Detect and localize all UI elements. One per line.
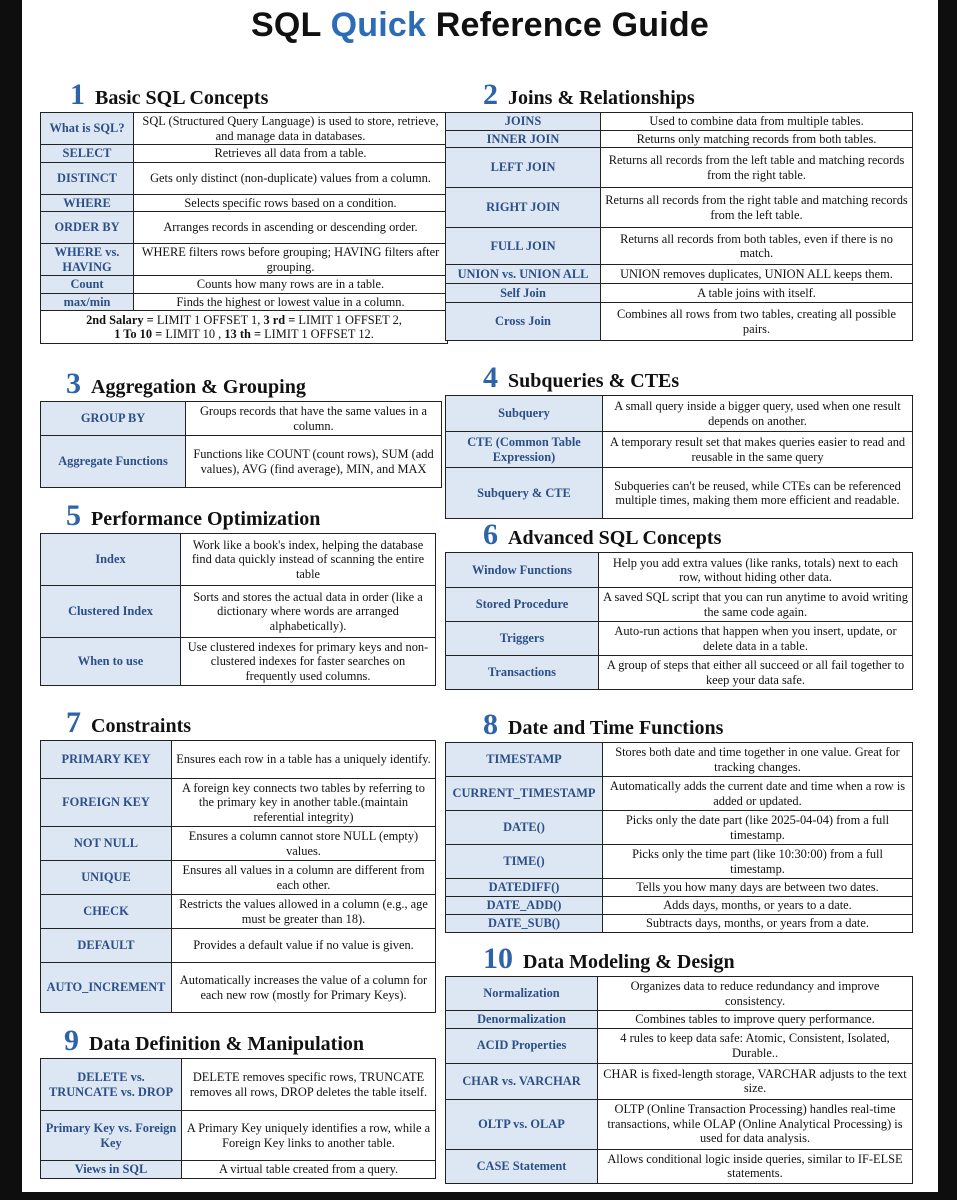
note-text: LIMIT 10 , xyxy=(165,327,222,341)
desc-cell: A group of steps that either all succeed or all fail together to keep your data safe. xyxy=(599,656,913,690)
advanced-table xyxy=(445,552,913,690)
table-row xyxy=(41,827,436,861)
term-cell: NOT NULL xyxy=(41,827,172,861)
section-subqueries xyxy=(445,361,913,519)
section-aggregation xyxy=(40,367,442,488)
desc-cell: Sorts and stores the actual data in order (like a dictionary where words are arranged alphabetically). xyxy=(181,586,436,638)
term-cell: WHERE vs. HAVING xyxy=(41,244,134,276)
desc-cell: A foreign key connects two tables by referring to the primary key in another table.(maintain referential integrity) xyxy=(172,779,436,827)
desc-cell: A table joins with itself. xyxy=(601,284,913,303)
note-text: LIMIT 1 OFFSET 1, xyxy=(156,312,261,327)
desc-cell: A small query inside a bigger query, used when one result depends on another. xyxy=(603,396,913,432)
term-cell: Transactions xyxy=(446,656,599,690)
desc-cell: OLTP (Online Transaction Processing) handles real-time transactions, while OLAP (Online Analytical Processing) is used for data analysis. xyxy=(598,1099,913,1149)
desc-cell: Ensures all values in a column are different from each other. xyxy=(172,861,436,895)
desc-cell: Gets only distinct (non-duplicate) values from a column. xyxy=(134,162,448,194)
section-title: Advanced SQL Concepts xyxy=(508,527,722,549)
desc-cell: Stores both date and time together in one value. Great for tracking changes. xyxy=(603,743,913,777)
term-cell: TIME() xyxy=(446,845,603,879)
term-cell: DATE_ADD() xyxy=(446,897,603,915)
table-row xyxy=(41,311,448,344)
term-cell: Stored Procedure xyxy=(446,588,599,622)
term-cell: Primary Key vs. Foreign Key xyxy=(41,1111,182,1161)
term-cell: Views in SQL xyxy=(41,1161,182,1179)
desc-cell: CHAR is fixed-length storage, VARCHAR adjusts to the text size. xyxy=(598,1063,913,1099)
note-text: LIMIT 1 OFFSET 2, xyxy=(298,312,402,327)
table-row xyxy=(446,622,913,656)
desc-cell: Combines tables to improve query performance. xyxy=(598,1011,913,1029)
section-header xyxy=(483,942,913,976)
table-row xyxy=(41,113,448,145)
desc-cell: Retrieves all data from a table. xyxy=(134,145,448,163)
section-header xyxy=(483,78,913,112)
table-row xyxy=(41,436,442,488)
table-row xyxy=(446,468,913,519)
table-row xyxy=(446,588,913,622)
term-cell: OLTP vs. OLAP xyxy=(446,1099,598,1149)
desc-cell: A temporary result set that makes queries easier to read and reusable in the same query xyxy=(603,432,913,468)
term-cell: max/min xyxy=(41,293,134,311)
table-row xyxy=(41,638,436,686)
section-joins xyxy=(445,78,913,341)
table-row xyxy=(446,1028,913,1063)
title-accent: Quick xyxy=(330,6,427,44)
section-title: Joins & Relationships xyxy=(508,87,695,109)
desc-cell: Organizes data to reduce redundancy and improve consistency. xyxy=(598,977,913,1011)
section-header xyxy=(483,708,913,742)
term-cell: CTE (Common Table Expression) xyxy=(446,432,603,468)
table-row xyxy=(446,1063,913,1099)
desc-cell: A Primary Key uniquely identifies a row, while a Foreign Key links to another table. xyxy=(182,1111,436,1161)
term-cell: Count xyxy=(41,276,134,294)
term-cell: When to use xyxy=(41,638,181,686)
desc-cell: A saved SQL script that you can run anytime to avoid writing the same code again. xyxy=(599,588,913,622)
section-number: 2 xyxy=(483,78,498,111)
note-label: 2nd Salary xyxy=(86,312,144,327)
table-row xyxy=(41,1111,436,1161)
desc-cell: Automatically adds the current date and time when a row is added or updated. xyxy=(603,777,913,811)
term-cell: FOREIGN KEY xyxy=(41,779,172,827)
term-cell: DEFAULT xyxy=(41,929,172,963)
section-title: Performance Optimization xyxy=(91,508,321,530)
desc-cell: Help you add extra values (like ranks, totals) next to each row, without hiding other data. xyxy=(599,553,913,588)
table-row xyxy=(446,303,913,341)
term-cell: DATE() xyxy=(446,811,603,845)
section-number: 3 xyxy=(66,367,81,400)
table-row xyxy=(446,777,913,811)
desc-cell: Arranges records in ascending or descending order. xyxy=(134,212,448,244)
term-cell: Subquery xyxy=(446,396,603,432)
desc-cell: Adds days, months, or years to a date. xyxy=(603,897,913,915)
section-number: 10 xyxy=(483,942,513,975)
desc-cell: Returns all records from the left table and matching records from the right table. xyxy=(601,148,913,188)
section-date-time xyxy=(445,708,913,933)
section-number: 8 xyxy=(483,708,498,741)
term-cell: CURRENT_TIMESTAMP xyxy=(446,777,603,811)
note-label: 3 rd xyxy=(263,312,286,327)
table-row xyxy=(41,1161,436,1179)
term-cell: CHECK xyxy=(41,895,172,929)
table-row xyxy=(446,845,913,879)
desc-cell: 4 rules to keep data safe: Atomic, Consistent, Isolated, Durable.. xyxy=(598,1028,913,1063)
desc-cell: Work like a book's index, helping the database find data quickly instead of scanning the entire table xyxy=(181,534,436,586)
section-data-modeling xyxy=(445,942,913,1184)
table-row xyxy=(41,895,436,929)
table-row xyxy=(446,811,913,845)
term-cell: ORDER BY xyxy=(41,212,134,244)
table-row xyxy=(446,656,913,690)
table-row xyxy=(446,743,913,777)
note-label: 1 To 10 xyxy=(114,327,153,341)
section-advanced-sql xyxy=(445,518,913,690)
term-cell: UNIQUE xyxy=(41,861,172,895)
table-row xyxy=(41,1059,436,1111)
term-cell: SELECT xyxy=(41,145,134,163)
term-cell: PRIMARY KEY xyxy=(41,741,172,779)
desc-cell: Subtracts days, months, or years from a date. xyxy=(603,915,913,933)
table-row xyxy=(446,396,913,432)
term-cell: CASE Statement xyxy=(446,1149,598,1183)
section-title: Subqueries & CTEs xyxy=(508,370,680,392)
section-number: 5 xyxy=(66,499,81,532)
date-time-table xyxy=(445,742,913,933)
table-row xyxy=(41,586,436,638)
desc-cell: Functions like COUNT (count rows), SUM (add values), AVG (find average), MIN, and MAX xyxy=(186,436,442,488)
term-cell: WHERE xyxy=(41,194,134,212)
section-header xyxy=(483,518,913,552)
desc-cell: DELETE removes specific rows, TRUNCATE removes all rows, DROP deletes the table itself. xyxy=(182,1059,436,1111)
desc-cell: Groups records that have the same values in a column. xyxy=(186,402,442,436)
desc-cell: Picks only the time part (like 10:30:00) from a full timestamp. xyxy=(603,845,913,879)
section-header xyxy=(70,78,448,112)
term-cell: Aggregate Functions xyxy=(41,436,186,488)
concept-table xyxy=(40,112,448,344)
table-row xyxy=(41,212,448,244)
term-cell: Triggers xyxy=(446,622,599,656)
table-row xyxy=(41,741,436,779)
term-cell: AUTO_INCREMENT xyxy=(41,963,172,1013)
table-row xyxy=(41,276,448,294)
table-row xyxy=(446,553,913,588)
term-cell: Clustered Index xyxy=(41,586,181,638)
table-row xyxy=(446,897,913,915)
joins-table xyxy=(445,112,913,341)
aggregation-table xyxy=(40,401,442,488)
table-row xyxy=(41,861,436,895)
constraints-table xyxy=(40,740,436,1013)
section-performance xyxy=(40,499,436,686)
term-cell: ACID Properties xyxy=(446,1028,598,1063)
table-row xyxy=(446,879,913,897)
table-row xyxy=(446,284,913,303)
desc-cell: Ensures each row in a table has a uniquely identify. xyxy=(172,741,436,779)
table-row xyxy=(446,130,913,148)
ddl-dml-table xyxy=(40,1058,436,1179)
section-number: 1 xyxy=(70,78,85,111)
table-row xyxy=(446,188,913,228)
desc-cell: Provides a default value if no value is given. xyxy=(172,929,436,963)
term-cell: Self Join xyxy=(446,284,601,303)
term-cell: RIGHT JOIN xyxy=(446,188,601,228)
desc-cell: A virtual table created from a query. xyxy=(182,1161,436,1179)
table-row xyxy=(41,402,442,436)
limit-offset-note: 2nd Salary = LIMIT 1 OFFSET 1, 3 rd = LIMIT 1 OFFSET 2, 1 To 10 = LIMIT 10 , 13 th = LIMIT 1 OFFSET 12. xyxy=(41,311,448,344)
desc-cell: Combines all rows from two tables, creating all possible pairs. xyxy=(601,303,913,341)
desc-cell: Counts how many rows are in a table. xyxy=(134,276,448,294)
desc-cell: Returns all records from both tables, even if there is no match. xyxy=(601,228,913,265)
note-text: LIMIT 1 OFFSET 12. xyxy=(264,327,374,341)
table-row xyxy=(41,162,448,194)
section-number: 7 xyxy=(66,706,81,739)
desc-cell: Returns all records from the right table and matching records from the left table. xyxy=(601,188,913,228)
section-header xyxy=(66,706,436,740)
section-header xyxy=(66,367,442,401)
desc-cell: Subqueries can't be reused, while CTEs can be referenced multiple times, making them more efficient and readable. xyxy=(603,468,913,519)
table-row xyxy=(446,148,913,188)
table-row xyxy=(41,779,436,827)
title-rest: Reference Guide xyxy=(435,6,709,44)
reference-sheet xyxy=(22,0,938,1192)
section-number: 6 xyxy=(483,518,498,551)
desc-cell: Returns only matching records from both tables. xyxy=(601,130,913,148)
section-number: 4 xyxy=(483,361,498,394)
term-cell: DELETE vs. TRUNCATE vs. DROP xyxy=(41,1059,182,1111)
term-cell: Normalization xyxy=(446,977,598,1011)
desc-cell: Use clustered indexes for primary keys and non-clustered indexes for faster searches on frequently used columns. xyxy=(181,638,436,686)
term-cell: Window Functions xyxy=(446,553,599,588)
desc-cell: Tells you how many days are between two dates. xyxy=(603,879,913,897)
table-row xyxy=(446,1011,913,1029)
term-cell: INNER JOIN xyxy=(446,130,601,148)
table-row xyxy=(446,265,913,284)
table-row xyxy=(446,915,913,933)
term-cell: Index xyxy=(41,534,181,586)
data-modeling-table xyxy=(445,976,913,1184)
term-cell: Denormalization xyxy=(446,1011,598,1029)
section-title: Basic SQL Concepts xyxy=(95,87,269,109)
term-cell: DISTINCT xyxy=(41,162,134,194)
term-cell: FULL JOIN xyxy=(446,228,601,265)
desc-cell: Ensures a column cannot store NULL (empty) values. xyxy=(172,827,436,861)
section-title: Data Definition & Manipulation xyxy=(89,1033,365,1055)
table-row xyxy=(41,963,436,1013)
desc-cell: SQL (Structured Query Language) is used to store, retrieve, and manage data in databases. xyxy=(134,113,448,145)
desc-cell: Selects specific rows based on a condition. xyxy=(134,194,448,212)
desc-cell: Auto-run actions that happen when you insert, update, or delete data in a table. xyxy=(599,622,913,656)
section-header xyxy=(483,361,913,395)
section-title: Data Modeling & Design xyxy=(523,951,735,973)
section-number: 9 xyxy=(64,1024,79,1057)
term-cell: What is SQL? xyxy=(41,113,134,145)
term-cell: GROUP BY xyxy=(41,402,186,436)
table-row xyxy=(446,1149,913,1183)
desc-cell: UNION removes duplicates, UNION ALL keeps them. xyxy=(601,265,913,284)
table-row xyxy=(446,432,913,468)
term-cell: DATE_SUB() xyxy=(446,915,603,933)
desc-cell: Restricts the values allowed in a column (e.g., age must be greater than 18). xyxy=(172,895,436,929)
table-row xyxy=(446,228,913,265)
section-constraints xyxy=(40,706,436,1013)
desc-cell: Used to combine data from multiple tables. xyxy=(601,113,913,131)
desc-cell: Automatically increases the value of a column for each new row (mostly for Primary Keys). xyxy=(172,963,436,1013)
section-basic-sql xyxy=(40,78,448,344)
term-cell: LEFT JOIN xyxy=(446,148,601,188)
table-row xyxy=(41,534,436,586)
section-title: Constraints xyxy=(91,715,192,737)
table-row xyxy=(41,244,448,276)
page-title xyxy=(22,6,938,45)
table-row xyxy=(446,113,913,131)
performance-table xyxy=(40,533,436,686)
section-ddl-dml xyxy=(40,1024,436,1179)
desc-cell: Allows conditional logic inside queries, similar to IF-ELSE statements. xyxy=(598,1149,913,1183)
term-cell: Subquery & CTE xyxy=(446,468,603,519)
section-title: Aggregation & Grouping xyxy=(91,376,306,398)
term-cell: CHAR vs. VARCHAR xyxy=(446,1063,598,1099)
desc-cell: WHERE filters rows before grouping; HAVING filters after grouping. xyxy=(134,244,448,276)
table-row xyxy=(41,929,436,963)
desc-cell: Picks only the date part (like 2025-04-04) from a full timestamp. xyxy=(603,811,913,845)
section-header xyxy=(66,499,436,533)
term-cell: UNION vs. UNION ALL xyxy=(446,265,601,284)
table-row xyxy=(41,145,448,163)
subqueries-table xyxy=(445,395,913,519)
term-cell: TIMESTAMP xyxy=(446,743,603,777)
desc-cell: Finds the highest or lowest value in a column. xyxy=(134,293,448,311)
title-main: SQL xyxy=(251,6,321,44)
term-cell: DATEDIFF() xyxy=(446,879,603,897)
term-cell: JOINS xyxy=(446,113,601,131)
table-row xyxy=(41,293,448,311)
note-label: 13 th xyxy=(224,327,251,341)
term-cell: Cross Join xyxy=(446,303,601,341)
table-row xyxy=(41,194,448,212)
section-header xyxy=(64,1024,436,1058)
section-title: Date and Time Functions xyxy=(508,717,724,739)
table-row xyxy=(446,977,913,1011)
table-row xyxy=(446,1099,913,1149)
